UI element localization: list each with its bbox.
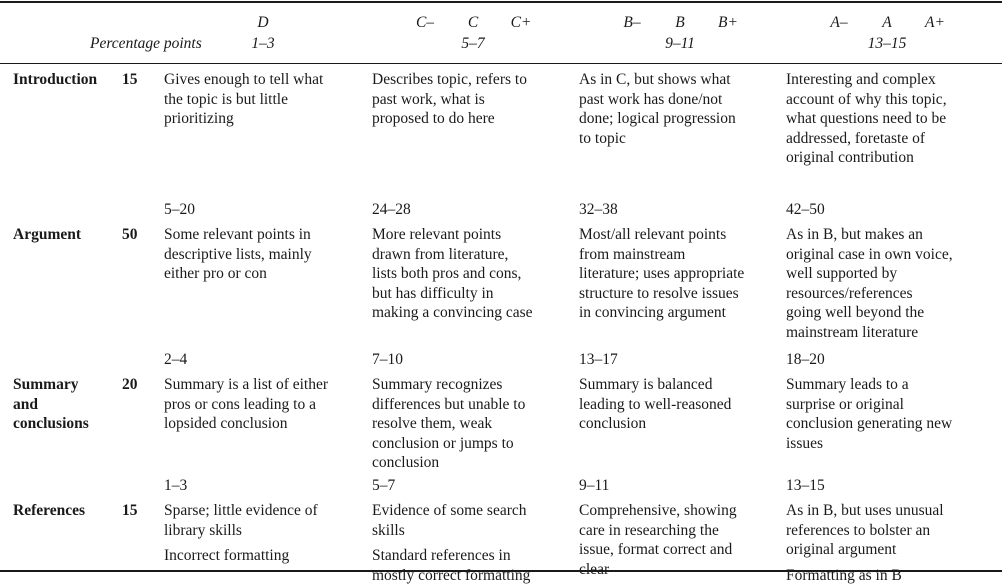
grade-range-c: 5–7: [461, 34, 484, 54]
grade-letter-b: B: [675, 13, 684, 33]
rubric-cell-line: prioritizing: [164, 109, 234, 129]
rubric-cell-line: original case in own voice,: [786, 245, 953, 265]
header-rule: [0, 63, 1002, 64]
rubric-cell-line: Summary is a list of either: [164, 375, 328, 395]
rubric-cell-line: Most/all relevant points: [579, 225, 726, 245]
rubric-cell-line: descriptive lists, mainly: [164, 245, 312, 265]
rubric-cell-line: resolve them, weak: [372, 414, 492, 434]
top-rule: [0, 1, 1002, 3]
rubric-cell-extra-line: Formatting as in B: [786, 566, 902, 585]
rubric-cell-line: past work, what is: [372, 90, 485, 110]
rubric-cell-line: clear: [579, 560, 609, 580]
grade-letter-c-plus: C+: [511, 13, 532, 33]
rubric-cell-line: surprise or original: [786, 395, 904, 415]
section-weight: 15: [122, 70, 138, 90]
rubric-cell-line: issue, format correct and: [579, 540, 732, 560]
rubric-cell-line: structure to resolve issues: [579, 284, 739, 304]
rubric-cell-line: mainstream literature: [786, 323, 918, 343]
section-weight: 20: [122, 375, 138, 395]
rubric-cell-line: well supported by: [786, 264, 897, 284]
section-label: and: [13, 395, 38, 415]
score-range: 24–28: [372, 200, 411, 220]
grade-letter-a-plus: A+: [925, 13, 945, 33]
rubric-cell-line: Describes topic, refers to: [372, 70, 527, 90]
rubric-cell-line: resources/references: [786, 284, 913, 304]
section-label: Summary: [13, 375, 78, 395]
section-label: Introduction: [13, 70, 97, 90]
score-range: 32–38: [579, 200, 618, 220]
rubric-cell-line: references to bolster an: [786, 521, 930, 541]
rubric-cell-line: Summary leads to a: [786, 375, 909, 395]
rubric-cell-line: proposed to do here: [372, 109, 495, 129]
rubric-cell-line: Gives enough to tell what: [164, 70, 323, 90]
rubric-cell-line: Comprehensive, showing: [579, 501, 737, 521]
rubric-cell-line: going well beyond the: [786, 303, 924, 323]
rubric-cell-line: pros or cons leading to a: [164, 395, 316, 415]
rubric-cell-extra-line: mostly correct formatting: [372, 566, 530, 585]
grade-letter-a-minus: A–: [830, 13, 847, 33]
rubric-cell-line: library skills: [164, 521, 242, 541]
rubric-cell-line: either pro or con: [164, 264, 267, 284]
rubric-cell-line: care in researching the: [579, 521, 719, 541]
grade-range-a: 13–15: [868, 34, 907, 54]
rubric-cell-line: literature; uses appropriate: [579, 264, 744, 284]
rubric-cell-line: As in B, but makes an: [786, 225, 923, 245]
section-label: conclusions: [13, 414, 89, 434]
rubric-cell-line: in convincing argument: [579, 303, 726, 323]
percentage-points-label: Percentage points: [90, 34, 202, 54]
rubric-cell-line: Summary recognizes: [372, 375, 502, 395]
rubric-cell-line: done; logical progression: [579, 109, 736, 129]
score-range: 13–17: [579, 350, 618, 370]
rubric-cell-line: but has difficulty in: [372, 284, 494, 304]
score-range: 9–11: [579, 476, 609, 496]
grade-letter-d: D: [257, 13, 268, 33]
score-range: 1–3: [164, 476, 187, 496]
grade-letter-b-plus: B+: [718, 13, 738, 33]
grade-letter-c-minus: C–: [416, 13, 434, 33]
rubric-cell-line: Some relevant points in: [164, 225, 311, 245]
rubric-cell-line: issues: [786, 434, 823, 454]
rubric-cell-line: past work has done/not: [579, 90, 722, 110]
rubric-cell-line: lists both pros and cons,: [372, 264, 521, 284]
rubric-cell-line: Summary is balanced: [579, 375, 712, 395]
rubric-cell-line: Interesting and complex: [786, 70, 936, 90]
score-range: 42–50: [786, 200, 825, 220]
rubric-cell-line: differences but unable to: [372, 395, 525, 415]
rubric-cell-line: making a convincing case: [372, 303, 533, 323]
rubric-cell-extra-line: Standard references in: [372, 546, 511, 566]
rubric-cell-line: conclusion: [579, 414, 646, 434]
rubric-cell-line: to topic: [579, 129, 626, 149]
rubric-cell-line: As in C, but shows what: [579, 70, 731, 90]
score-range: 5–7: [372, 476, 395, 496]
rubric-cell-line: conclusion generating new: [786, 414, 952, 434]
rubric-cell-line: original argument: [786, 540, 896, 560]
rubric-cell-line: leading to well-reasoned: [579, 395, 731, 415]
section-label: Argument: [13, 225, 81, 245]
rubric-cell-line: from mainstream: [579, 245, 685, 265]
score-range: 5–20: [164, 200, 195, 220]
rubric-cell-extra-line: Incorrect formatting: [164, 546, 289, 566]
grade-letter-a: A: [882, 13, 891, 33]
rubric-cell-line: skills: [372, 521, 405, 541]
score-range: 13–15: [786, 476, 825, 496]
rubric-cell-line: More relevant points: [372, 225, 501, 245]
rubric-cell-line: original contribution: [786, 148, 914, 168]
rubric-cell-line: Evidence of some search: [372, 501, 527, 521]
score-range: 2–4: [164, 350, 187, 370]
rubric-cell-line: lopsided conclusion: [164, 414, 288, 434]
rubric-cell-line: conclusion or jumps to: [372, 434, 514, 454]
rubric-cell-line: conclusion: [372, 453, 439, 473]
rubric-cell-line: As in B, but uses unusual: [786, 501, 944, 521]
score-range: 18–20: [786, 350, 825, 370]
rubric-cell-line: drawn from literature,: [372, 245, 508, 265]
section-weight: 50: [122, 225, 138, 245]
grade-range-b: 9–11: [665, 34, 695, 54]
grade-letter-b-minus: B–: [623, 13, 640, 33]
rubric-cell-line: Sparse; little evidence of: [164, 501, 318, 521]
rubric-cell-line: addressed, foretaste of: [786, 129, 925, 149]
section-label: References: [13, 501, 85, 521]
rubric-cell-line: account of why this topic,: [786, 90, 947, 110]
section-weight: 15: [122, 501, 138, 521]
grade-range-d: 1–3: [251, 34, 274, 54]
grade-letter-c: C: [468, 13, 478, 33]
score-range: 7–10: [372, 350, 403, 370]
rubric-cell-line: the topic is but little: [164, 90, 288, 110]
rubric-cell-line: what questions need to be: [786, 109, 946, 129]
